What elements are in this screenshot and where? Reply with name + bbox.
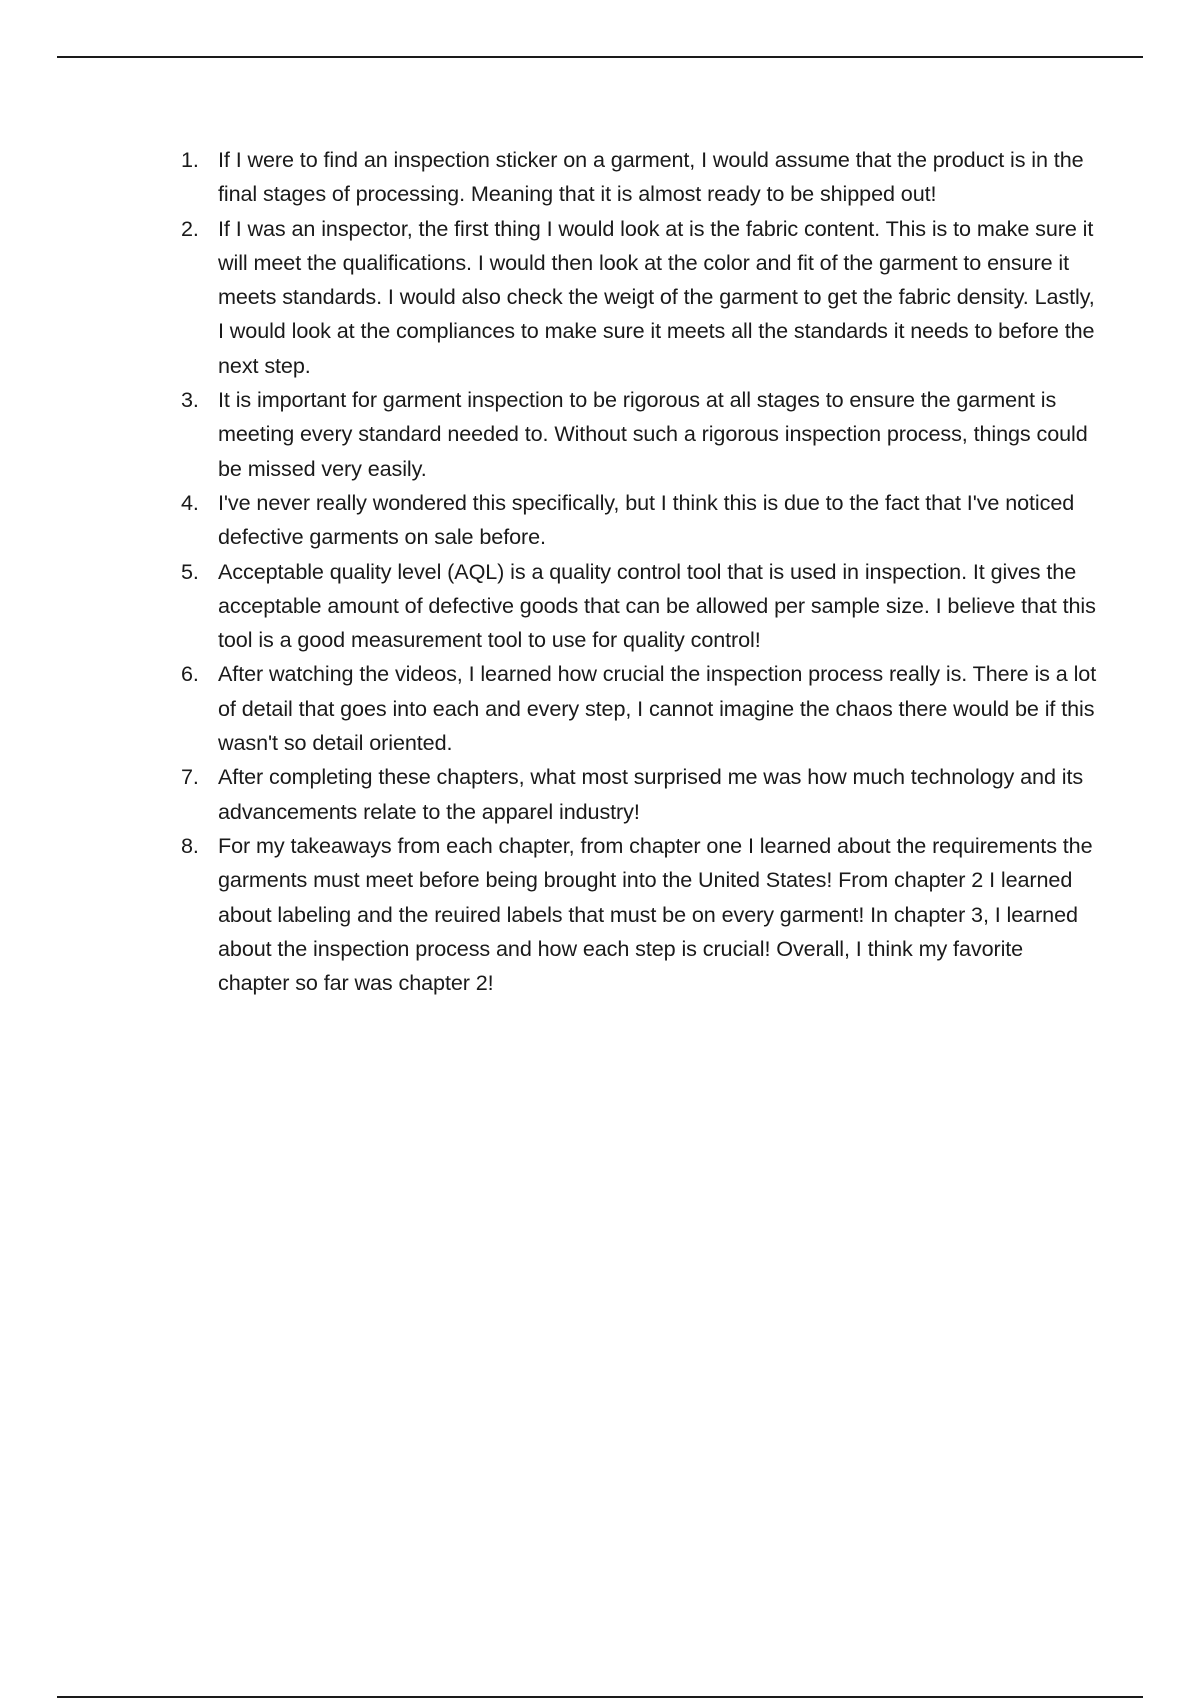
answer-number: 2. [181,215,199,241]
answer-item-7 [0,760,1098,829]
header-rule [57,56,1143,58]
answer-item-6 [0,657,1098,760]
answer-number: 7. [181,764,199,790]
answer-text: If I was an inspector, the first thing I would look at is the fabric content. This is to make sure it will meet the qualifications. I would then look at the color and fit of the garment to ensure it meets standards. I would also check the weigt of the garment to get the fabric density. Lastly, I would look at the compliances to make sure it meets all the standards it needs to before the next step. [218,215,1095,378]
answer-text: For my takeaways from each chapter, from chapter one I learned about the requirements the garments must meet before being brought into the United States! From chapter 2 I learned about labeling and the reuired labels that must be on every garment! In chapter 3, I learned about the inspection process and how each step is crucial! Overall, I think my favorite chapter so far was chapter 2! [218,832,1093,996]
answer-text: It is important for garment inspection to be rigorous at all stages to ensure the garment is meeting every standard needed to. Without such a rigorous inspection process, things could be missed very easily. [218,387,1088,481]
answer-text: Acceptable quality level (AQL) is a quality control tool that is used in inspection. It gives the acceptable amount of defective goods that can be allowed per sample size. I believe that this tool is a good measurement tool to use for quality control! [218,558,1096,653]
answer-item-2 [0,212,1098,383]
answer-item-3 [0,383,1098,486]
answer-number: 3. [181,387,199,413]
answer-number: 8. [181,832,199,858]
answer-text: I've never really wondered this specifically, but I think this is due to the fact that I've noticed defective garments on sale before. [218,489,1075,550]
answer-number: 1. [181,147,199,172]
answer-text: If I were to find an inspection sticker on a garment, I would assume that the product is in the final stages of processing. Meaning that it is almost ready to be shipped out! [218,147,1084,207]
answer-item-4 [0,486,1098,555]
answer-list [0,143,1200,1000]
answer-item-8 [0,829,1098,1000]
answer-item-1 [0,143,1098,212]
answer-text: After completing these chapters, what most surprised me was how much technology and its advancements relate to the apparel industry! [218,764,1084,824]
answer-number: 5. [181,558,199,584]
answer-item-5 [0,555,1098,658]
answer-number: 6. [181,661,199,687]
answer-number: 4. [181,489,199,515]
answer-text: After watching the videos, I learned how crucial the inspection process really is. There is a lot of detail that goes into each and every step, I cannot imagine the chaos there would be if this wasn't so detail oriented. [218,661,1097,756]
footer-rule [57,1696,1143,1698]
